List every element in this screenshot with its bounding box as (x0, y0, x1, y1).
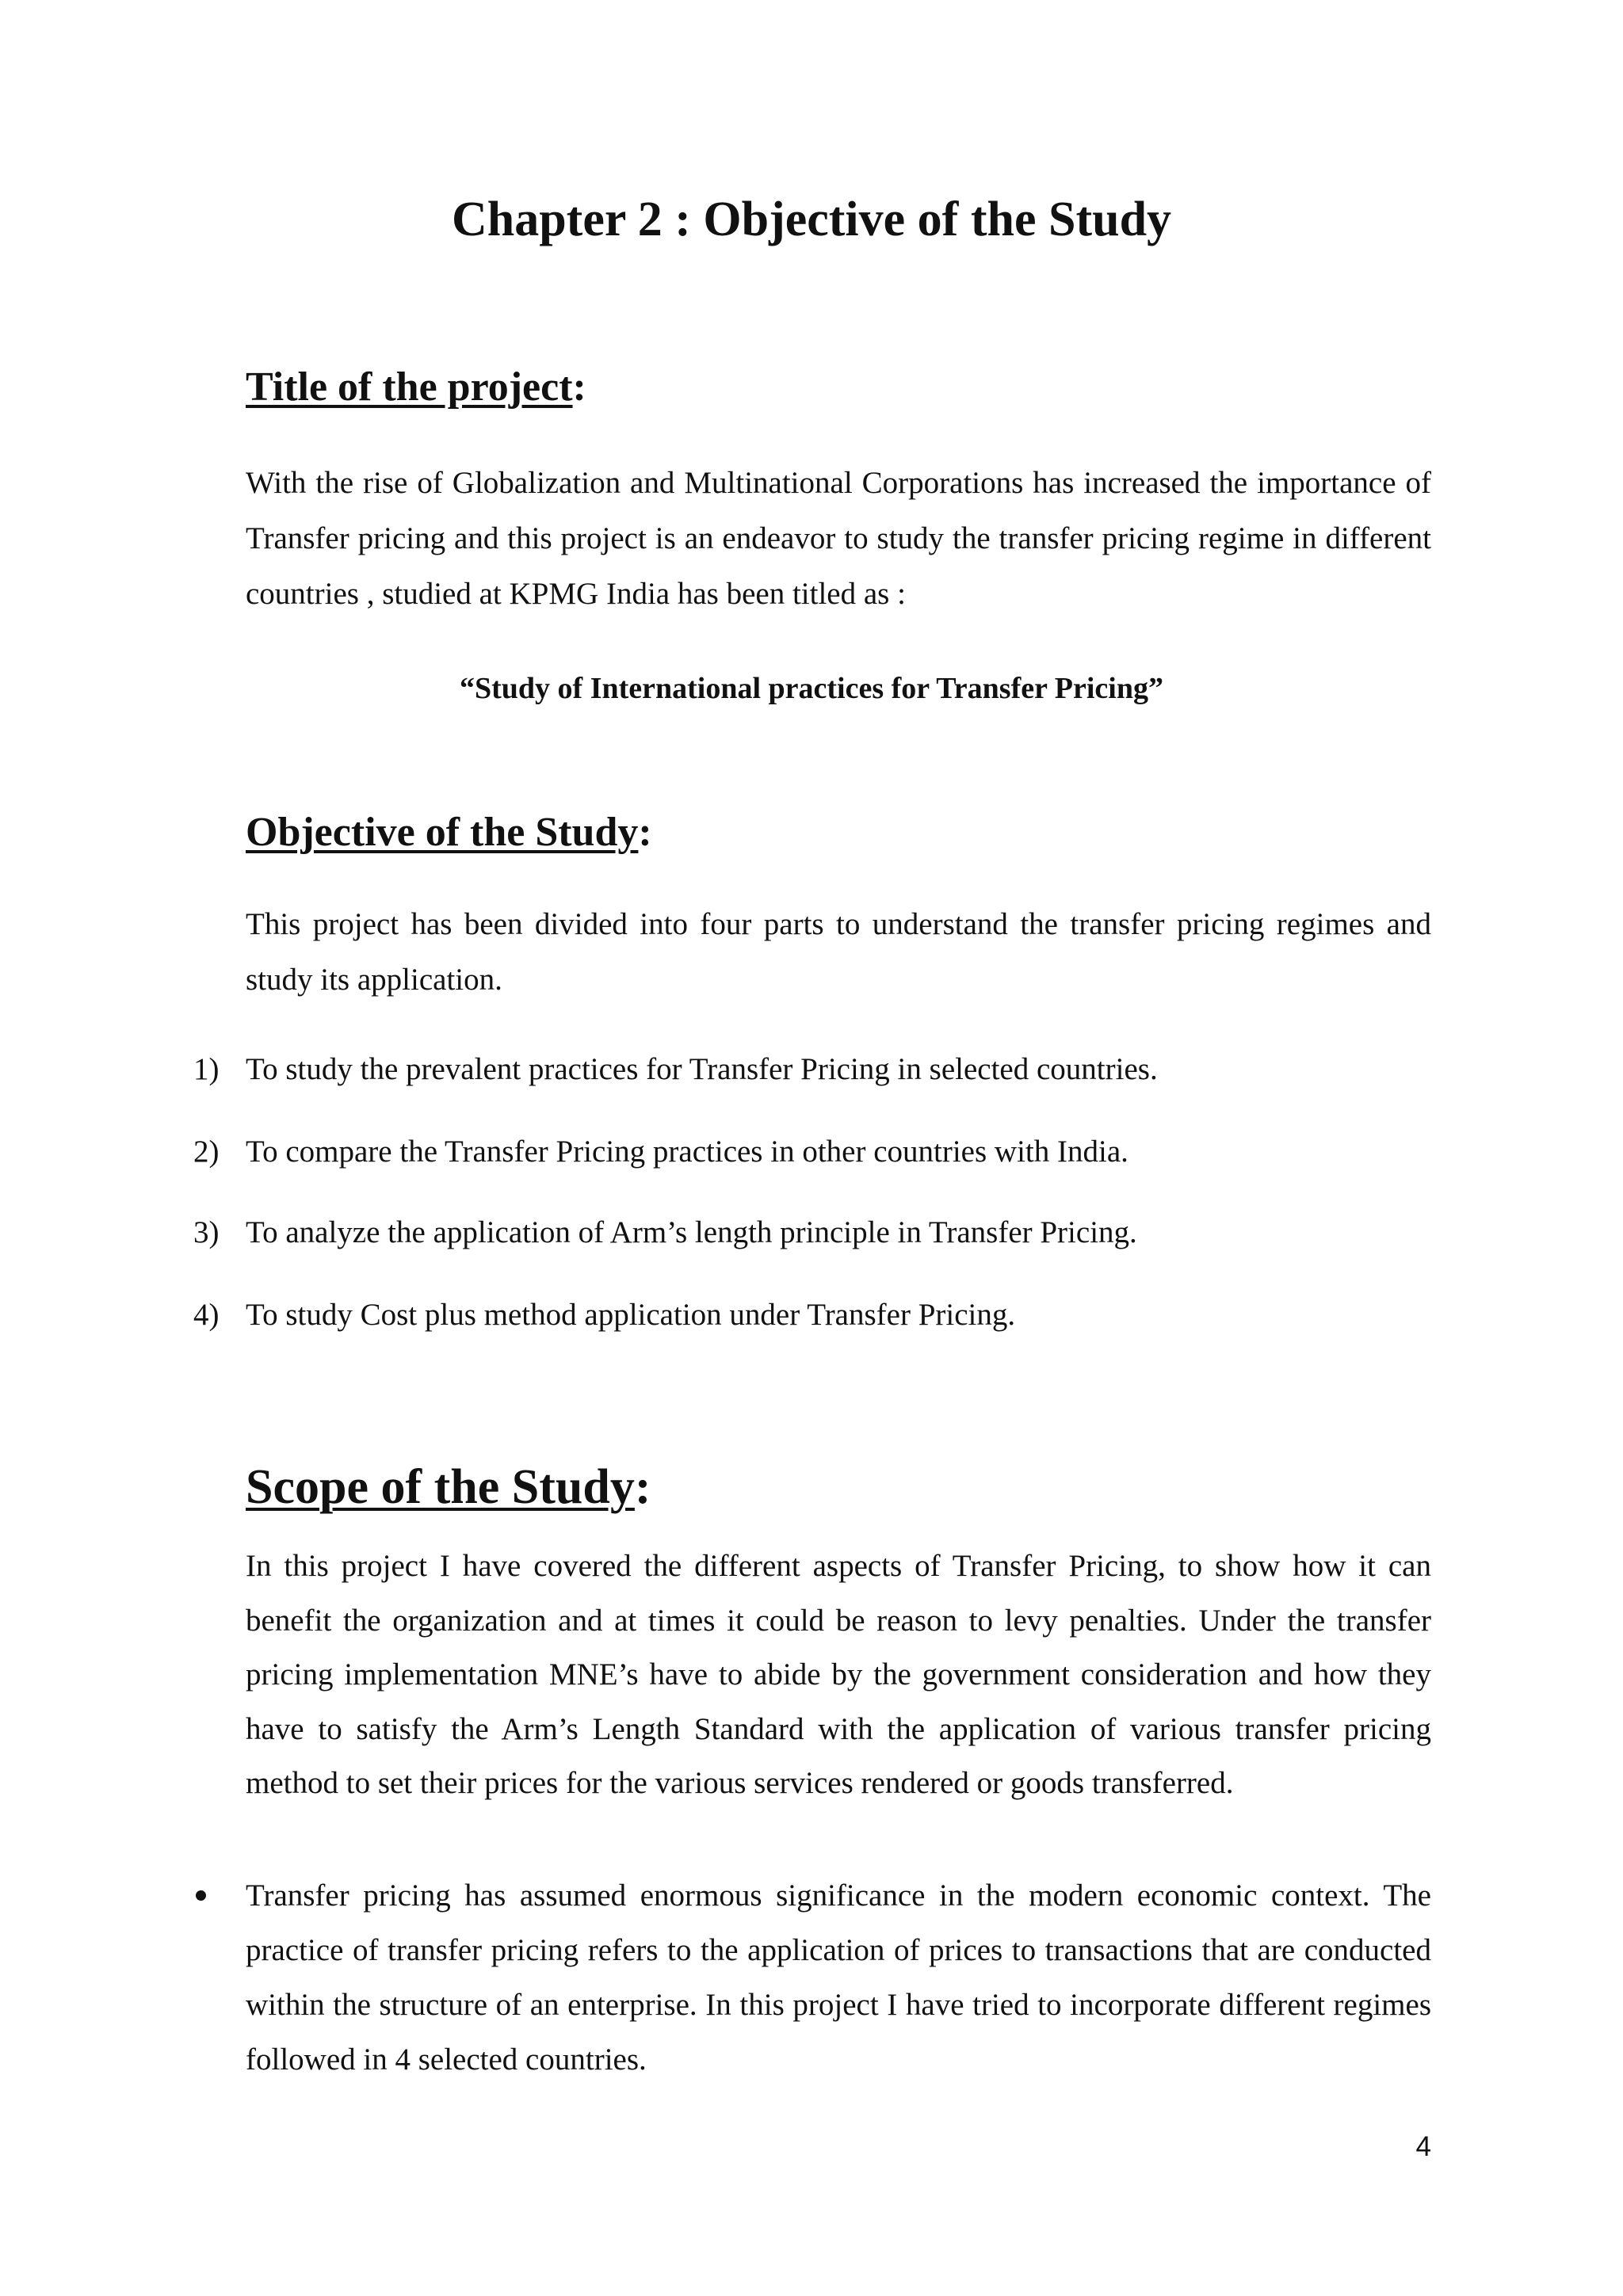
scope-paragraph: In this project I have covered the different aspects of Transfer Pricing, to show how it can benefit the organization and at times it could be reason to levy penalties. Under the transfer pricing implementation MNE’s have to abide by the government consideration and how they have to satisfy the Arm’s Length Standard with the application of various transfer pricing method to set their prices for the various services rendered or goods transferred. (246, 1549, 1431, 1800)
list-item-text: To compare the Transfer Pricing practices in other countries with India. (246, 1135, 1128, 1169)
heading-text: Title of the project (246, 364, 573, 410)
list-item-text: To study Cost plus method application under Transfer Pricing. (246, 1298, 1016, 1332)
list-marker: 3) (193, 1215, 220, 1249)
heading-colon: : (572, 364, 586, 410)
heading-text: Scope of the Study (246, 1460, 635, 1514)
list-item (0, 1128, 1506, 1176)
list-item-text: To analyze the application of Arm’s length principle in Transfer Pricing. (246, 1215, 1137, 1249)
list-item (0, 1291, 1506, 1339)
list-item (0, 1209, 1506, 1257)
list-item-text: To study the prevalent practices for Transfer Pricing in selected countries. (246, 1052, 1158, 1086)
list-item (0, 1046, 1506, 1093)
scope-heading (246, 1458, 651, 1516)
heading-colon: : (638, 810, 652, 855)
objective-paragraph: This project has been divided into four parts to understand the transfer pricing regimes and study its application. (246, 907, 1431, 997)
objective-heading (246, 808, 652, 857)
list-marker: 2) (193, 1135, 220, 1169)
heading-colon: : (634, 1460, 651, 1514)
page-number: 4 (1415, 2131, 1431, 2162)
heading-text: Objective of the Study (246, 810, 639, 855)
chapter-title: Chapter 2 : Objective of the Study (451, 193, 1172, 246)
title-paragraph: With the rise of Globalization and Multinational Corporations has increased the importance of Transfer pricing and this project is an endeavor to study the transfer pricing regime in different countries , studied at KPMG India has been titled as : (246, 466, 1431, 611)
bullet-text: Transfer pricing has assumed enormous significance in the modern economic context. The practice of transfer pricing refers to the application of prices to transactions that are conducted within the structure of an enterprise. In this project I have tried to incorporate different regimes followed in 4 selected countries. (246, 1878, 1431, 2077)
title-of-project-heading (246, 363, 586, 412)
project-title-quote: “Study of International practices for Transfer Pricing” (459, 672, 1163, 705)
list-marker: 4) (193, 1298, 220, 1332)
list-marker: 1) (193, 1052, 220, 1086)
bullet-icon (196, 1890, 206, 1901)
